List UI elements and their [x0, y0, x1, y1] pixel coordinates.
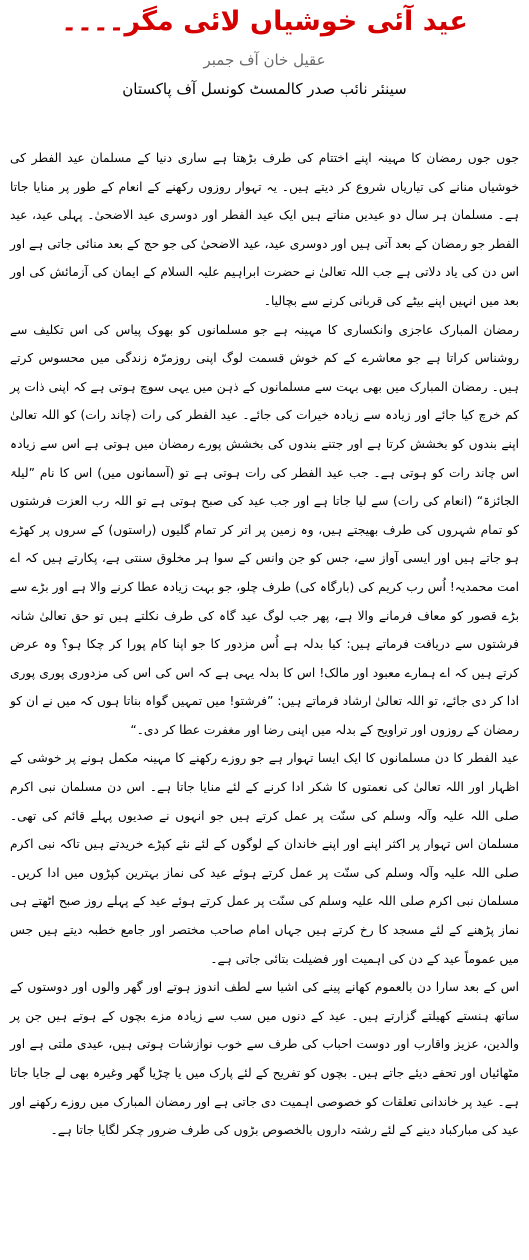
article-paragraph: عید الفطر کا دن مسلمانوں کا ایک ایسا تہوار ہے جو روزے رکھنے کا مہینہ مکمل ہونے پر خوشی کے اظہار اور اللہ تعالیٰ کی نعمتوں کا شکر ادا کرنے کے لئے منایا جاتا ہے۔ اس دن مسلمان نبی اکرم صلی اللہ علیہ وآلہ وسلم کی سنّت پر عمل کرتے ہیں جو انہوں نے صدیوں پہلے قائم کی تھی۔ مسلمان اس تہوار پر اکثر اپنے اور اپنے خاندان کے لوگوں کے لئے نئے کپڑے خریدتے ہیں تاکہ نبی اکرم صلی اللہ علیہ وآلہ وسلم کی سنّت پر عمل کرتے ہوئے عید کی نماز بہترین کپڑوں میں ادا کریں۔ مسلمان نبی اکرم صلی اللہ علیہ وسلم کی سنّت پر عمل کرتے ہوئے عید کے پہلے روز صبح اٹھتے ہی نماز پڑھنے کے لئے مسجد کا رخ کرتے ہیں جہاں امام صاحب مختصر اور جامع خطبہ دیتے ہیں جس میں عموماً عید کے دن کی اہمیت اور فضیلت بتائی جاتی ہے۔	[10, 751, 519, 966]
article-title: عید آئی خوشیاں لائی مگر۔۔۔۔	[61, 6, 468, 37]
article-body	[10, 144, 519, 1145]
author-name: عقیل خان آف جمبر	[203, 51, 326, 69]
article-paragraph: جوں جوں رمضان کا مہینہ اپنے اختتام کی طرف بڑھتا ہے ساری دنیا کے مسلمان عید الفطر کی خوشیاں منانے کی تیاریاں شروع کر دیتے ہیں۔ یہ تہوار روزوں رکھنے کے انعام کے طور پر منایا جاتا ہے۔ مسلمان ہر سال دو عیدیں مناتے ہیں ایک عید الفطر اور دوسری عید الاضحیٰ۔ پہلی عید، عید الفطر جو رمضان کے بعد آتی ہیں اور دوسری عید، عید الاضحیٰ کی جو حج کے بعد منائی جاتی ہے اور اس دن کی یاد دلاتی ہے جب اللہ تعالیٰ نے حضرت ابراہیم علیہ السلام کے ایمان کی آزمائش کی اور بعد میں انہیں اپنے بیٹے کی قربانی کرنے سے بچالیا۔	[10, 151, 519, 308]
article-paragraph: رمضان المبارک عاجزی وانکساری کا مہینہ ہے جو مسلمانوں کو بھوک پیاس کی اس تکلیف سے روشناس کراتا ہے جو معاشرے کے کم خوش قسمت لوگ اپنی روزمرّہ زندگی میں محسوس کرتے ہیں۔ رمضان المبارک میں بھی بہت سے مسلمانوں کے ذہن میں یہی سوچ ہوتی ہے کہ اپنی ذات پر کم خرچ کیا جائے اور زیادہ سے زیادہ خیرات کی جائے۔ عید الفطر کی رات (چاند رات) کو اللہ تعالیٰ اپنے بندوں کو بخشش کرتا ہے اور جتنے بندوں کی بخشش پورے رمضان میں ہوتی ہے اس سے زیادہ اس چاند رات کو ہوتی ہے۔ جب عید الفطر کی رات ہوتی ہے تو (آسمانوں میں) اس کا نام ”لیلۃ الجائزۃ“ (انعام کی رات) سے لیا جاتا ہے اور جب عید کی صبح ہوتی ہے تو اللہ رب العزت فرشتوں کو تمام شہروں کی طرف بھیجتے ہیں، وہ زمین پر اتر کر تمام گلیوں (راستوں) کے سروں پر کھڑے ہو جاتے ہیں اور ایسی آواز سے، جس کو جن وانس کے سوا ہر مخلوق سنتی ہے، پکارتے ہیں کہ اے امت محمدیہ! اُس رب کریم کی (بارگاہ کی) طرف چلو، جو بہت زیادہ عطا کرنے والا ہے اور بڑے سے بڑے قصور کو معاف فرمانے والا ہے، پھر جب لوگ عید گاہ کی طرف نکلتے ہیں تو حق تعالیٰ شانہ فرشتوں سے دریافت فرماتے ہیں: کیا بدلہ ہے اُس مزدور کا جو اپنا کام پورا کر چکا ہو؟ وہ عرض کرتے ہیں کہ اے ہمارے معبود اور مالک! اس کا بدلہ یہی ہے کہ اس کی اس کی مزدوری پوری پوری ادا کر دی جائے، تو اللہ تعالیٰ ارشاد فرماتے ہیں: ”فرشتو! میں تمہیں گواہ بناتا ہوں کہ میں نے ان کو رمضان کے روزوں اور تراویح کے بدلہ میں اپنی رضا اور مغفرت عطا کر دی۔“	[10, 322, 519, 737]
article-paragraph: اس کے بعد سارا دن بالعموم کھانے پینے کی اشیا سے لطف اندوز ہوتے اور گھر والوں اور دوستوں کے ساتھ ہنستے کھیلتے گزارتے ہیں۔ عید کے دنوں میں سب سے زیادہ مزے بچوں کے ہوتے ہیں جن پر والدین، عزیز واقارب اور دوست احباب کی طرف سے خوب نوازشات ہوتی ہیں، عیدی ملتی ہے اور مٹھائیاں اور تحفے دیئے جاتے ہیں۔ بچوں کو تفریح کے لئے پارک میں یا چڑیا گھر وغیرہ بھی لے جایا جاتا ہے۔ عید پر خاندانی تعلقات کو خصوصی اہمیت دی جاتی ہے اور رمضان المبارک میں روزے رکھنے اور عید کی مبارکباد دینے کے لئے رشتہ داروں بالخصوص بڑوں کی طرف ضرور چکر لگایا جاتا ہے۔	[10, 980, 519, 1138]
article-page	[0, 2, 529, 1260]
author-designation: سینئر نائب صدر کالمسٹ کونسل آف پاکستان	[122, 80, 407, 98]
